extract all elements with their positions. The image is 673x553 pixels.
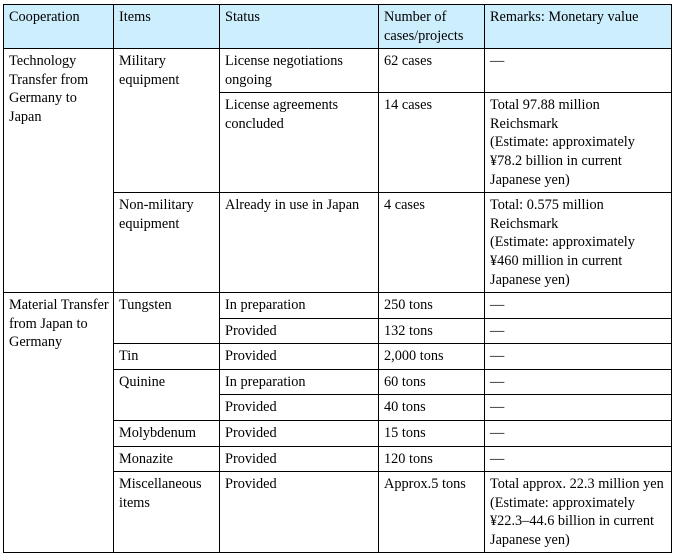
- cell-remarks: —: [485, 369, 672, 395]
- cell-number: 2,000 tons: [379, 344, 485, 370]
- cell-status: Provided: [220, 344, 379, 370]
- cell-remarks: —: [485, 49, 672, 93]
- cell-remarks: —: [485, 446, 672, 472]
- table-row: [4, 49, 672, 93]
- table-body: [4, 49, 672, 553]
- cell-item: Military equipment: [114, 49, 220, 193]
- table-header: [4, 5, 672, 49]
- cell-status: In preparation: [220, 369, 379, 395]
- cell-item: Monazite: [114, 446, 220, 472]
- cooperation-summary-table: [3, 4, 672, 553]
- cell-item: Tin: [114, 344, 220, 370]
- cell-remarks: —: [485, 395, 672, 421]
- cell-remarks: Total approx. 22.3 million yen (Estimate: approximately ¥22.3–44.6 billion in current Japanese yen): [485, 472, 672, 553]
- cell-status: Provided: [220, 472, 379, 553]
- table-row: [4, 293, 672, 319]
- cell-item: Tungsten: [114, 293, 220, 344]
- cell-status: In preparation: [220, 293, 379, 319]
- cell-status: Provided: [220, 395, 379, 421]
- cell-number: 120 tons: [379, 446, 485, 472]
- column-header-cooperation: Cooperation: [4, 5, 114, 49]
- column-header-status: Status: [220, 5, 379, 49]
- cell-remarks: Total: 0.575 million Reichsmark (Estimate: approximately ¥460 million in current Japanese yen): [485, 193, 672, 293]
- cell-number: 40 tons: [379, 395, 485, 421]
- cell-number: Approx.5 tons: [379, 472, 485, 553]
- header-row: [4, 5, 672, 49]
- cell-item: Quinine: [114, 369, 220, 420]
- cell-remarks: —: [485, 293, 672, 319]
- cell-number: 14 cases: [379, 93, 485, 193]
- column-header-number: Number of cases/projects: [379, 5, 485, 49]
- cell-remarks: Total 97.88 million Reichsmark (Estimate: approximately ¥78.2 billion in current Japanese yen): [485, 93, 672, 193]
- cell-number: 15 tons: [379, 420, 485, 446]
- cell-status: Already in use in Japan: [220, 193, 379, 293]
- cell-item: Miscellaneous items: [114, 472, 220, 553]
- cell-item: Non-military equipment: [114, 193, 220, 293]
- cell-cooperation: Technology Transfer from Germany to Japan: [4, 49, 114, 293]
- cell-status: License agreements concluded: [220, 93, 379, 193]
- column-header-items: Items: [114, 5, 220, 49]
- column-header-remarks: Remarks: Monetary value: [485, 5, 672, 49]
- cell-number: 60 tons: [379, 369, 485, 395]
- cell-status: Provided: [220, 420, 379, 446]
- cell-status: License negotiations ongoing: [220, 49, 379, 93]
- cell-number: 62 cases: [379, 49, 485, 93]
- cell-remarks: —: [485, 318, 672, 344]
- cell-number: 4 cases: [379, 193, 485, 293]
- cell-remarks: —: [485, 420, 672, 446]
- cell-status: Provided: [220, 446, 379, 472]
- cell-number: 250 tons: [379, 293, 485, 319]
- cell-cooperation: Material Transfer from Japan to Germany: [4, 293, 114, 553]
- cell-status: Provided: [220, 318, 379, 344]
- cell-remarks: —: [485, 344, 672, 370]
- cell-number: 132 tons: [379, 318, 485, 344]
- cell-item: Molybdenum: [114, 420, 220, 446]
